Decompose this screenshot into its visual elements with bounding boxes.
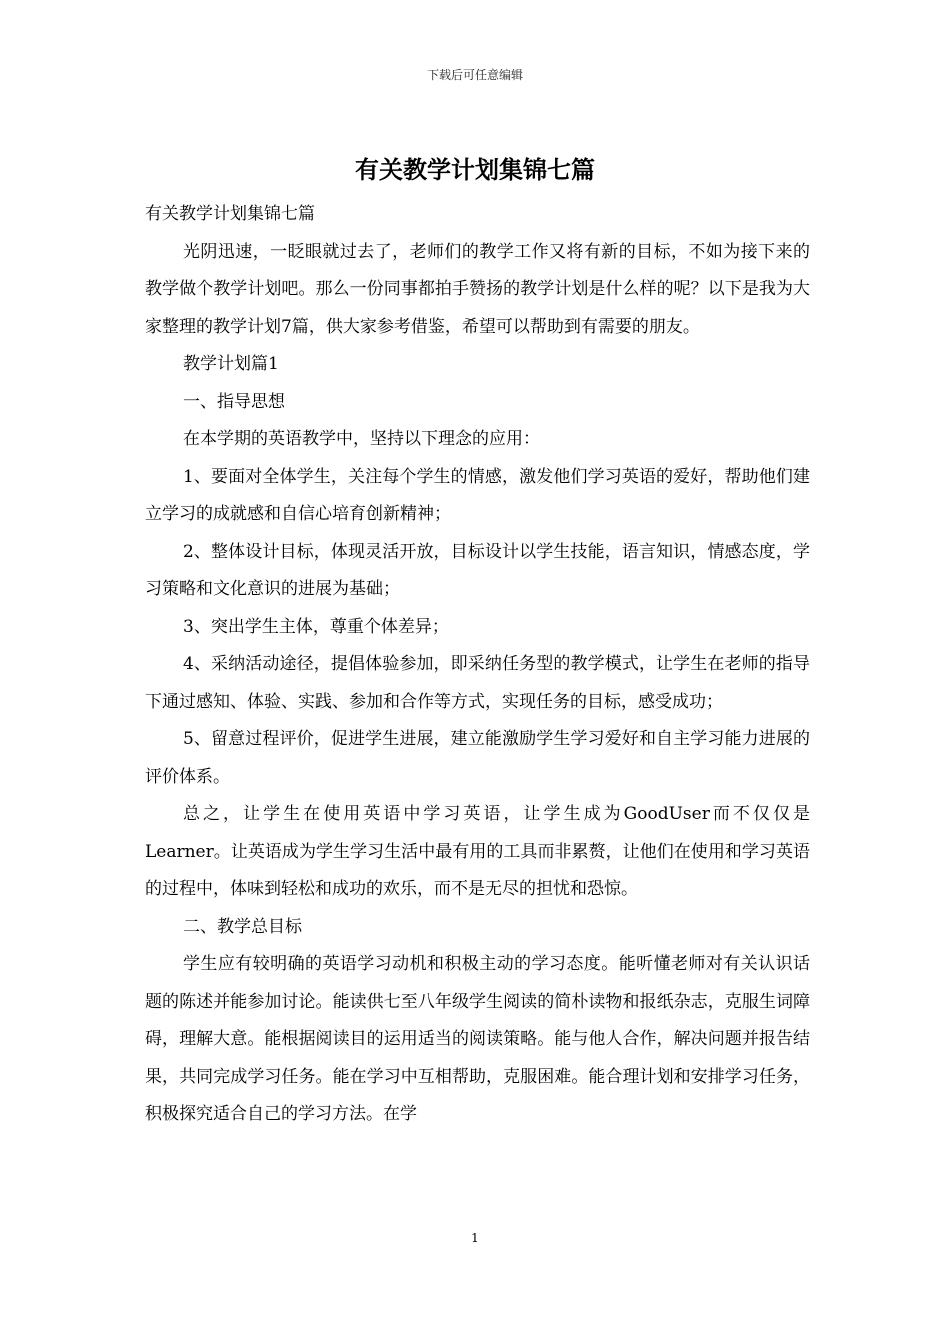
paragraph: 3、突出学生主体，尊重个体差异； xyxy=(183,616,449,637)
document-title: 有关教学计划集锦七篇 xyxy=(355,155,595,184)
paragraph: 教学计划篇1 xyxy=(183,354,279,374)
paragraph: 学生应有较明确的英语学习动机和积极主动的学习态度。能听懂老师对有关认识话题的陈述并能参加讨论。能读供七至八年级学生阅读的简朴读物和报纸杂志，克服生词障碍，理解大意。能根据阅读目的运用适当的阅读策略。能与他人合作，解决问题并报告结果，共同完成学习任务。能在学习中互相帮助，克服困难。能合理计划和安排学习任务，积极探究适合自己的学习方法。在学 xyxy=(145,954,810,1124)
paragraph: 2、整体设计目标，体现灵活开放，目标设计以学生技能，语言知识，情感态度，学习策略和文化意识的进展为基础； xyxy=(145,541,810,599)
paragraph: 二、教学总目标 xyxy=(183,916,302,937)
paragraph: 一、指导思想 xyxy=(183,391,285,412)
paragraph: 在本学期的英语教学中，坚持以下理念的应用： xyxy=(183,429,540,449)
paragraph: 光阴迅速，一眨眼就过去了，老师们的教学工作又将有新的目标，不如为接下来的教学做个教学计划吧。那么一份同事都拍手赞扬的教学计划是什么样的呢？以下是我为大家整理的教学计划7篇，供大家参考借鉴，希望可以帮助到有需要的朋友。 xyxy=(145,241,810,337)
page-number: 1 xyxy=(471,1231,479,1245)
document-subtitle: 有关教学计划集锦七篇 xyxy=(145,204,315,224)
page-header: 下载后可任意编辑 xyxy=(426,68,523,82)
paragraph: 1、要面对全体学生，关注每个学生的情感，激发他们学习英语的爱好，帮助他们建立学习的成就感和自信心培育创新精神； xyxy=(145,466,810,524)
document-body xyxy=(145,196,810,1134)
paragraph: 5、留意过程评价，促进学生进展，建立能激励学生学习爱好和自主学习能力进展的评价体系。 xyxy=(145,729,810,787)
paragraph: 总之，让学生在使用英语中学习英语，让学生成为GoodUser而不仅仅是Learner。让英语成为学生学习生活中最有用的工具而非累赘，让他们在使用和学习英语的过程中，体味到轻松和成功的欢乐，而不是无尽的担忧和恐惊。 xyxy=(145,804,810,899)
paragraph: 4、采纳活动途径，提倡体验参加，即采纳任务型的教学模式，让学生在老师的指导下通过感知、体验、实践、参加和合作等方式，实现任务的目标，感受成功； xyxy=(145,654,810,712)
